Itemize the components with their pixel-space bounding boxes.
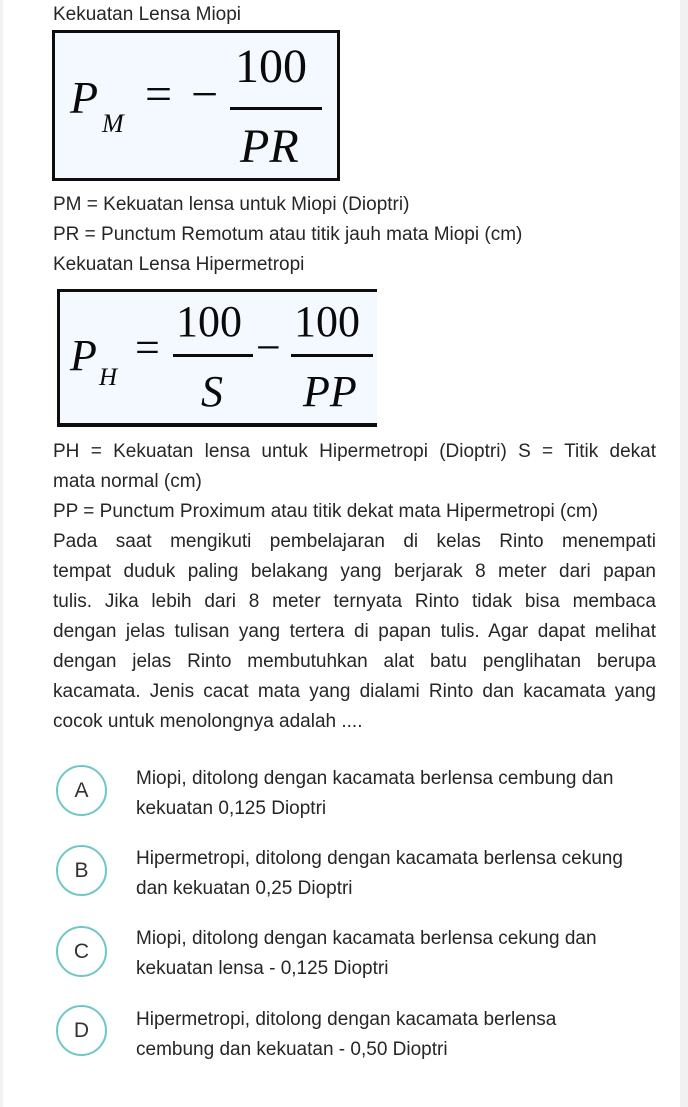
answer-option-c[interactable] <box>56 928 656 992</box>
formula-numerator-1: 100 <box>176 297 242 346</box>
definition-pr: PR = Punctum Remotum atau titik jauh mata Miopi (cm) <box>53 224 523 245</box>
definition-ph-line1: PH = Kekuatan lensa untuk Hipermetropi (Dioptri) S = Titik dekat <box>53 441 656 462</box>
option-text-line1: Hipermetropi, ditolong dengan kacamata berlensa cekung <box>136 848 623 869</box>
option-letter-badge[interactable]: A <box>56 765 107 816</box>
formula-numerator-2: 100 <box>294 297 360 346</box>
formula-lhs-subscript: H <box>99 364 118 391</box>
option-text-line2: kekuatan lensa - 0,125 Dioptri <box>136 958 389 979</box>
question-line: dengan jelas Rinto membutuhkan alat batu penglihatan berupa <box>53 651 656 672</box>
heading-hipermetropi: Kekuatan Lensa Hipermetropi <box>53 254 305 275</box>
answer-option-a[interactable] <box>56 768 656 832</box>
formula-numerator: 100 <box>235 40 307 93</box>
option-text-line2: dan kekuatan 0,25 Dioptri <box>136 878 353 899</box>
answer-option-b[interactable] <box>56 848 656 912</box>
option-text-line1: Miopi, ditolong dengan kacamata berlensa cekung dan <box>136 928 597 949</box>
question-line: Pada saat mengikuti pembelajaran di kelas Rinto menempati <box>53 531 656 552</box>
formula-lhs-symbol: P <box>70 72 99 123</box>
question-line: cocok untuk menolongnya adalah .... <box>53 711 363 732</box>
formula-denominator-2: PP <box>303 367 357 416</box>
formula-equals: = <box>135 323 160 372</box>
option-text <box>136 844 656 904</box>
option-text <box>136 1005 656 1065</box>
option-text-line1: Miopi, ditolong dengan kacamata berlensa cembung dan <box>136 768 614 789</box>
definition-pp: PP = Punctum Proximum atau titik dekat mata Hipermetropi (cm) <box>53 501 599 522</box>
question-line: dengan jelas tulisan yang tertera di papan tulis. Agar dapat melihat <box>53 621 656 642</box>
formula-minus: − <box>256 323 281 372</box>
formula-minus: − <box>191 68 219 121</box>
formula-lhs-subscript: M <box>102 109 124 138</box>
definition-pm: PM = Kekuatan lensa untuk Miopi (Dioptri) <box>53 194 410 215</box>
option-letter-badge[interactable]: D <box>56 1005 107 1056</box>
question-line: kacamata. Jenis cacat mata yang dialami Rinto dan kacamata yang <box>53 681 656 702</box>
fraction-bar-1 <box>173 354 253 357</box>
fraction-bar <box>230 107 322 110</box>
option-letter-badge[interactable]: B <box>56 845 107 896</box>
formula-denominator-1: S <box>201 367 223 416</box>
option-letter-badge[interactable]: C <box>56 926 107 977</box>
question-line: tempat duduk paling belakang yang berjarak 8 meter dari papan <box>53 561 656 582</box>
formula-lhs-symbol: P <box>70 331 97 380</box>
formula-equals: = <box>145 68 173 121</box>
fraction-bar-2 <box>291 354 373 357</box>
formula-miopi <box>52 30 340 181</box>
option-text-line1: Hipermetropi, ditolong dengan kacamata berlensa <box>136 1009 557 1030</box>
formula-hipermetropi <box>57 289 377 427</box>
option-text <box>136 924 656 984</box>
question-line: tulis. Jika lebih dari 8 meter ternyata Rinto tidak bisa membaca <box>53 591 656 612</box>
option-text-line2: kekuatan 0,125 Dioptri <box>136 798 327 819</box>
formula-denominator: PR <box>240 120 299 173</box>
answer-option-d[interactable] <box>56 1009 656 1073</box>
heading-miopi: Kekuatan Lensa Miopi <box>53 4 242 25</box>
option-text <box>136 764 656 824</box>
definition-ph-line2: mata normal (cm) <box>53 471 202 492</box>
option-text-line2: cembung dan kekuatan - 0,50 Dioptri <box>136 1039 448 1060</box>
